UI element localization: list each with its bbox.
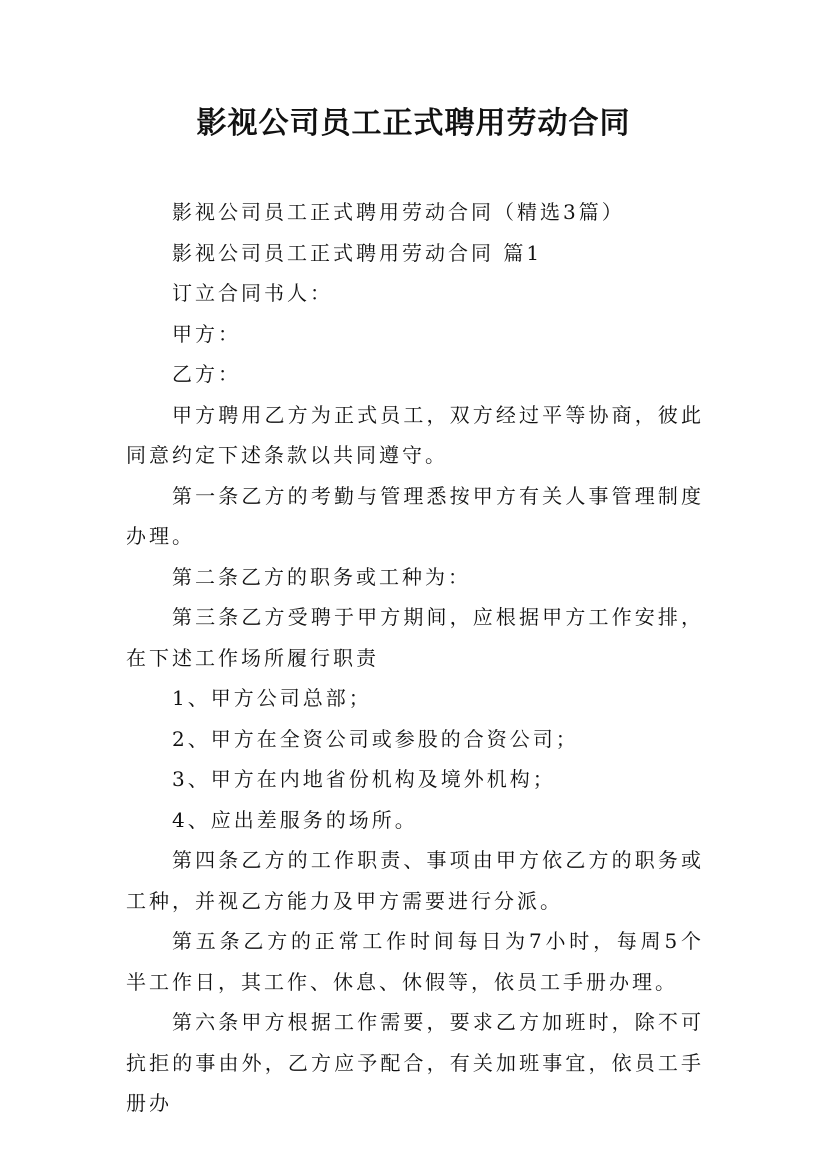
document-body (126, 192, 704, 1124)
paragraph-article-6: 第六条甲方根据工作需要，要求乙方加班时，除不可抗拒的事由外，乙方应予配合，有关加班事宜，依员工手册办 (126, 1010, 704, 1115)
paragraph-contract-parties-label: 订立合同书人： (172, 281, 333, 305)
paragraph-party-a: 甲方： (172, 321, 241, 346)
paragraph-party-b: 乙方： (172, 362, 241, 386)
paragraph-workplace-4: 4、应出差服务的场所。 (172, 807, 418, 832)
paragraph-preamble: 甲方聘用乙方为正式员工，双方经过平等协商，彼此同意约定下述条款以共同遵守。 (126, 402, 704, 467)
paragraph-subtitle: 影视公司员工正式聘用劳动合同（精选3篇） (172, 200, 625, 224)
paragraph-workplace-3: 3、甲方在内地省份机构及境外机构； (172, 767, 556, 791)
paragraph-article-4: 第四条乙方的工作职责、事项由甲方依乙方的职务或工种，并视乙方能力及甲方需要进行分派。 (126, 848, 704, 913)
paragraph-workplace-1: 1、甲方公司总部； (172, 686, 372, 710)
paragraph-article-3: 第三条乙方受聘于甲方期间，应根据甲方工作安排，在下述工作场所履行职责 (126, 605, 704, 670)
paragraph-article-1: 第一条乙方的考勤与管理悉按甲方有关人事管理制度办理。 (126, 483, 704, 548)
document-title: 影视公司员工正式聘用劳动合同 (196, 106, 631, 141)
paragraph-article-2: 第二条乙方的职务或工种为： (172, 564, 471, 589)
paragraph-article-5: 第五条乙方的正常工作时间每日为7小时，每周5个半工作日，其工作、休息、休假等，依员工手册办理。 (126, 929, 704, 994)
paragraph-workplace-2: 2、甲方在全资公司或参股的合资公司； (172, 726, 579, 751)
paragraph-section-heading: 影视公司员工正式聘用劳动合同 篇1 (172, 240, 543, 265)
